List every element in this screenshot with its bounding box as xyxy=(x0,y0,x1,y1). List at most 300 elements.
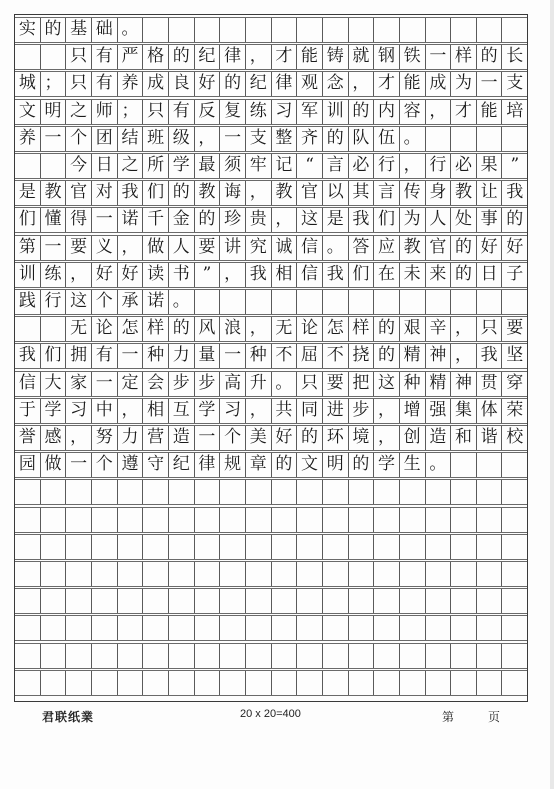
grid-cell: 怎 xyxy=(118,316,144,341)
grid-cell xyxy=(374,534,400,559)
grid-cell xyxy=(477,452,503,477)
grid-cell xyxy=(502,670,527,695)
grid-cell: 训 xyxy=(323,99,349,124)
grid-cell: 其 xyxy=(349,180,375,205)
grid-cell: 共 xyxy=(272,398,298,423)
grid-cell: 官 xyxy=(297,180,323,205)
grid-cell xyxy=(41,615,67,640)
grid-cell xyxy=(169,534,195,559)
grid-cell: 教 xyxy=(400,235,426,260)
grid-cell xyxy=(400,289,426,314)
grid-cell: 我 xyxy=(349,207,375,232)
grid-cell: 高 xyxy=(220,371,246,396)
grid-row xyxy=(15,452,527,477)
ruled-line xyxy=(15,262,527,263)
grid-cell: 集 xyxy=(451,398,477,423)
grid-cell xyxy=(297,17,323,42)
grid-cell xyxy=(272,670,298,695)
grid-cell: 能 xyxy=(477,99,503,124)
grid-cell: 遵 xyxy=(118,452,144,477)
grid-cell: 。 xyxy=(169,289,195,314)
ruled-line xyxy=(15,668,527,669)
grid-cell: 行 xyxy=(426,153,452,178)
grid-cell: 日 xyxy=(92,153,118,178)
grid-cell xyxy=(220,289,246,314)
ruled-line xyxy=(15,425,527,426)
ruled-line xyxy=(15,205,527,206)
ruled-line xyxy=(15,44,527,45)
grid-cell: 支 xyxy=(246,126,272,151)
grid-cell: 伍 xyxy=(374,126,400,151)
grid-cell: 只 xyxy=(297,371,323,396)
grid-cell xyxy=(400,670,426,695)
grid-cell xyxy=(272,534,298,559)
ruled-line xyxy=(15,207,527,208)
grid-cell: 纪 xyxy=(195,44,221,69)
grid-cell: 创 xyxy=(400,425,426,450)
grid-cell: 同 xyxy=(297,398,323,423)
ruled-line xyxy=(15,452,527,453)
grid-cell: 园 xyxy=(15,452,41,477)
grid-cell xyxy=(323,534,349,559)
ruled-line xyxy=(15,477,527,478)
grid-cell: 城 xyxy=(15,71,41,96)
grid-cell: 练 xyxy=(246,99,272,124)
ruled-line xyxy=(15,232,527,233)
grid-cell: 训 xyxy=(15,262,41,287)
ruled-line xyxy=(15,260,527,261)
grid-cell: ” xyxy=(510,155,520,175)
grid-cell xyxy=(349,479,375,504)
grid-cell xyxy=(426,534,452,559)
ruled-line xyxy=(15,99,527,100)
grid-cell: 好 xyxy=(477,235,503,260)
grid-cell: 一 xyxy=(426,44,452,69)
grid-cell: 做 xyxy=(41,452,67,477)
grid-cell: 一 xyxy=(66,452,92,477)
grid-cell xyxy=(246,561,272,586)
grid-cell xyxy=(400,561,426,586)
grid-cell: 要 xyxy=(323,371,349,396)
grid-cell xyxy=(92,588,118,613)
grid-cell: 的 xyxy=(169,180,195,205)
grid-cell: 教 xyxy=(451,180,477,205)
grid-cell: 艰 xyxy=(400,316,426,341)
ruled-line xyxy=(15,396,527,397)
grid-cell: 。 xyxy=(426,452,452,477)
grid-cell xyxy=(297,670,323,695)
grid-cell xyxy=(502,17,527,42)
grid-cell: 量 xyxy=(195,343,221,368)
grid-cell: 进 xyxy=(323,398,349,423)
grid-cell: 学 xyxy=(169,153,195,178)
grid-row xyxy=(15,17,527,42)
grid-cell xyxy=(451,615,477,640)
grid-cell: 的 xyxy=(272,452,298,477)
grid-cell: 精 xyxy=(426,371,452,396)
grid-cell: 铁 xyxy=(400,44,426,69)
grid-cell xyxy=(66,479,92,504)
grid-cell: 样 xyxy=(143,316,169,341)
grid-cell: 校 xyxy=(506,427,524,447)
grid-cell: 样 xyxy=(349,316,375,341)
grid-cell: 这 xyxy=(297,207,323,232)
grid-cell: 学 xyxy=(41,398,67,423)
grid-cell: 千 xyxy=(143,207,169,232)
grid-cell xyxy=(477,479,503,504)
ruled-line xyxy=(15,316,527,317)
grid-cell xyxy=(246,507,272,532)
grid-row xyxy=(15,615,527,640)
grid-cell: 要 xyxy=(506,318,524,339)
grid-cell: 我 xyxy=(477,343,503,368)
grid-cell xyxy=(169,479,195,504)
grid-cell xyxy=(169,670,195,695)
grid-cell xyxy=(246,534,272,559)
grid-cell: 来 xyxy=(426,262,452,287)
grid-cell xyxy=(323,670,349,695)
grid-cell: 实 xyxy=(15,17,41,42)
grid-cell xyxy=(15,153,41,178)
grid-cell: 的 xyxy=(41,17,67,42)
grid-cell: 步 xyxy=(195,371,221,396)
grid-cell: 好 xyxy=(195,71,221,96)
grid-cell: 步 xyxy=(169,371,195,396)
grid-row xyxy=(15,262,527,287)
grid-cell xyxy=(297,507,323,532)
grid-cell xyxy=(15,561,41,586)
grid-cell xyxy=(246,643,272,668)
grid-cell: 。 xyxy=(118,17,144,42)
grid-cell xyxy=(143,670,169,695)
grid-cell: 未 xyxy=(400,262,426,287)
grid-cell xyxy=(118,615,144,640)
grid-cell: 的 xyxy=(451,262,477,287)
grid-cell xyxy=(451,507,477,532)
grid-cell: 传 xyxy=(400,180,426,205)
grid-cell xyxy=(66,643,92,668)
grid-cell: 拥 xyxy=(66,343,92,368)
grid-cell xyxy=(502,588,527,613)
grid-cell: 练 xyxy=(41,262,67,287)
grid-cell: 谐 xyxy=(477,425,503,450)
grid-cell: 精 xyxy=(400,343,426,368)
grid-cell: 的 xyxy=(169,316,195,341)
grid-cell: 挠 xyxy=(349,343,375,368)
grid-cell xyxy=(195,479,221,504)
grid-cell: 才 xyxy=(451,99,477,124)
grid-cell: 最 xyxy=(195,153,221,178)
grid-cell: 体 xyxy=(477,398,503,423)
grid-cell xyxy=(41,479,67,504)
ruled-line xyxy=(15,371,527,372)
grid-cell xyxy=(426,289,452,314)
grid-cell: ； xyxy=(118,99,144,124)
ruled-line xyxy=(15,588,527,589)
grid-cell xyxy=(400,534,426,559)
grid-cell: 所 xyxy=(143,153,169,178)
grid-cell: ， xyxy=(451,316,477,341)
grid-cell: 一 xyxy=(92,371,118,396)
grid-cell xyxy=(195,534,221,559)
grid-cell: 我 xyxy=(246,262,272,287)
grid-cell xyxy=(195,588,221,613)
grid-cell: 有 xyxy=(169,99,195,124)
grid-cell: 的 xyxy=(477,44,503,69)
grid-cell xyxy=(118,588,144,613)
grid-cell xyxy=(451,289,477,314)
grid-cell: 的 xyxy=(220,71,246,96)
grid-cell xyxy=(426,615,452,640)
grid-cell: 的 xyxy=(506,209,524,230)
grid-cell xyxy=(502,126,527,151)
grid-cell: 的 xyxy=(297,425,323,450)
grid-cell: 纪 xyxy=(246,71,272,96)
grid-cell: 坚 xyxy=(506,345,524,366)
grid-cell xyxy=(220,17,246,42)
grid-cell xyxy=(15,670,41,695)
grid-cell xyxy=(246,479,272,504)
grid-cell: 一 xyxy=(220,343,246,368)
ruled-line xyxy=(15,615,527,616)
grid-cell: 们 xyxy=(374,207,400,232)
grid-cell: 金 xyxy=(169,207,195,232)
grid-cell xyxy=(272,615,298,640)
grid-cell: 承 xyxy=(118,289,144,314)
grid-cell: 一 xyxy=(41,126,67,151)
grid-cell xyxy=(477,561,503,586)
grid-cell: 个 xyxy=(66,126,92,151)
ruled-line xyxy=(15,178,527,179)
grid-cell: 必 xyxy=(451,153,477,178)
grid-cell: 容 xyxy=(400,99,426,124)
grid-cell: ， xyxy=(374,398,400,423)
grid-cell xyxy=(92,479,118,504)
grid-cell xyxy=(220,561,246,586)
grid-cell xyxy=(502,289,527,314)
grid-cell: 要 xyxy=(195,235,221,260)
grid-cell xyxy=(297,643,323,668)
grid-row xyxy=(15,371,527,396)
grid-row xyxy=(15,588,527,613)
grid-cell xyxy=(477,17,503,42)
grid-cell xyxy=(323,561,349,586)
grid-cell: 有 xyxy=(92,71,118,96)
grid-cell xyxy=(451,126,477,151)
grid-cell: 们 xyxy=(15,207,41,232)
grid-cell xyxy=(349,507,375,532)
grid-cell xyxy=(169,17,195,42)
grid-cell: 个 xyxy=(92,289,118,314)
grid-cell: 文 xyxy=(15,99,41,124)
grid-cell xyxy=(246,615,272,640)
grid-cell: 之 xyxy=(118,153,144,178)
grid-cell xyxy=(15,534,41,559)
grid-cell xyxy=(477,643,503,668)
ruled-line xyxy=(15,17,527,18)
grid-cell: 有 xyxy=(92,343,118,368)
grid-cell xyxy=(426,126,452,151)
grid-cell: 诲 xyxy=(220,180,246,205)
grid-cell xyxy=(477,507,503,532)
grid-cell: 相 xyxy=(272,262,298,287)
grid-cell: 我 xyxy=(506,182,524,203)
grid-cell: 好 xyxy=(272,425,298,450)
grid-cell xyxy=(349,534,375,559)
ruled-line xyxy=(15,343,527,344)
grid-cell xyxy=(66,615,92,640)
grid-cell: 日 xyxy=(477,262,503,287)
ruled-line xyxy=(15,42,527,43)
grid-cell xyxy=(220,588,246,613)
grid-cell xyxy=(323,17,349,42)
grid-cell: ， xyxy=(246,316,272,341)
grid-cell: 不 xyxy=(323,343,349,368)
grid-cell: 果 xyxy=(477,153,503,178)
grid-cell: 懂 xyxy=(41,207,67,232)
grid-cell xyxy=(451,534,477,559)
grid-cell: 础 xyxy=(92,17,118,42)
grid-cell xyxy=(66,561,92,586)
grid-cell: 人 xyxy=(169,235,195,260)
grid-cell xyxy=(374,289,400,314)
grid-cell xyxy=(451,17,477,42)
grid-cell xyxy=(15,479,41,504)
ruled-line xyxy=(15,69,527,70)
grid-cell xyxy=(323,588,349,613)
grid-cell xyxy=(451,452,477,477)
grid-cell: 诚 xyxy=(272,235,298,260)
grid-cell: 个 xyxy=(220,425,246,450)
grid-cell: ， xyxy=(272,207,298,232)
grid-cell: 贯 xyxy=(477,371,503,396)
grid-cell: ， xyxy=(118,235,144,260)
grid-cell: 好 xyxy=(506,236,524,257)
grid-cell: 整 xyxy=(272,126,298,151)
grid-cell: 培 xyxy=(506,100,524,121)
grid-cell: 屈 xyxy=(297,343,323,368)
grid-row xyxy=(15,126,527,151)
grid-cell xyxy=(349,615,375,640)
grid-cell: 一 xyxy=(92,207,118,232)
grid-row xyxy=(15,44,527,69)
grid-cell xyxy=(374,670,400,695)
grid-cell: 誉 xyxy=(15,425,41,450)
grid-cell xyxy=(400,588,426,613)
grid-cell: 境 xyxy=(349,425,375,450)
grid-cell: 力 xyxy=(118,425,144,450)
grid-cell xyxy=(451,670,477,695)
grid-cell: 处 xyxy=(451,207,477,232)
grid-cell: 能 xyxy=(400,71,426,96)
grid-cell: 步 xyxy=(349,398,375,423)
grid-cell: 强 xyxy=(426,398,452,423)
grid-cell: 。 xyxy=(323,235,349,260)
grid-cell xyxy=(477,670,503,695)
grid-cell xyxy=(143,615,169,640)
grid-cell: 得 xyxy=(66,207,92,232)
grid-cell xyxy=(220,615,246,640)
ruled-line xyxy=(15,398,527,399)
grid-cell xyxy=(426,561,452,586)
grid-cell: 论 xyxy=(297,316,323,341)
grid-cell: 律 xyxy=(220,44,246,69)
grid-cell: 只 xyxy=(477,316,503,341)
grid-cell: 人 xyxy=(426,207,452,232)
grid-cell: 把 xyxy=(349,371,375,396)
grid-cell xyxy=(246,17,272,42)
grid-cell xyxy=(169,615,195,640)
ruled-line xyxy=(15,180,527,181)
grid-cell: 身 xyxy=(426,180,452,205)
grid-cell xyxy=(297,534,323,559)
grid-cell xyxy=(15,615,41,640)
grid-cell xyxy=(15,44,41,69)
grid-cell xyxy=(92,561,118,586)
grid-cell xyxy=(41,588,67,613)
grid-row xyxy=(15,398,527,423)
grid-cell: 的 xyxy=(349,452,375,477)
grid-cell: 无 xyxy=(272,316,298,341)
grid-cell: 教 xyxy=(195,180,221,205)
grid-cell: 事 xyxy=(477,207,503,232)
ruled-line xyxy=(15,126,527,127)
grid-cell: 铸 xyxy=(323,44,349,69)
grid-cell: 言 xyxy=(323,153,349,178)
grid-cell xyxy=(502,561,527,586)
grid-cell xyxy=(451,643,477,668)
grid-cell: 风 xyxy=(195,316,221,341)
ruled-line xyxy=(15,561,527,562)
grid-cell xyxy=(15,507,41,532)
grid-cell xyxy=(349,17,375,42)
grid-cell: 会 xyxy=(143,371,169,396)
grid-cell xyxy=(118,561,144,586)
grid-cell xyxy=(220,643,246,668)
ruled-line xyxy=(15,287,527,288)
grid-cell: 子 xyxy=(506,263,524,284)
grid-cell xyxy=(502,643,527,668)
grid-cell: 只 xyxy=(143,99,169,124)
grid-cell xyxy=(400,507,426,532)
grid-cell: 能 xyxy=(297,44,323,69)
ruled-line xyxy=(15,341,527,342)
grid-cell xyxy=(92,507,118,532)
ruled-line xyxy=(15,314,527,315)
grid-cell xyxy=(374,479,400,504)
ruled-line xyxy=(15,534,527,535)
ruled-line xyxy=(15,289,527,290)
grid-cell: ， xyxy=(66,425,92,450)
grid-cell xyxy=(323,643,349,668)
grid-cell xyxy=(15,643,41,668)
grid-cell: 良 xyxy=(169,71,195,96)
grid-cell xyxy=(272,507,298,532)
ruled-line xyxy=(15,423,527,424)
grid-cell: 一 xyxy=(195,425,221,450)
grid-cell xyxy=(400,643,426,668)
grid-cell: 一 xyxy=(41,235,67,260)
ruled-line xyxy=(15,450,527,451)
grid-cell: “ xyxy=(297,153,323,178)
grid-row xyxy=(15,235,527,260)
grid-cell: 的 xyxy=(374,343,400,368)
grid-cell: ， xyxy=(246,44,272,69)
grid-cell xyxy=(349,643,375,668)
grid-cell xyxy=(195,17,221,42)
grid-cell: 军 xyxy=(297,99,323,124)
grid-cell: 神 xyxy=(451,371,477,396)
